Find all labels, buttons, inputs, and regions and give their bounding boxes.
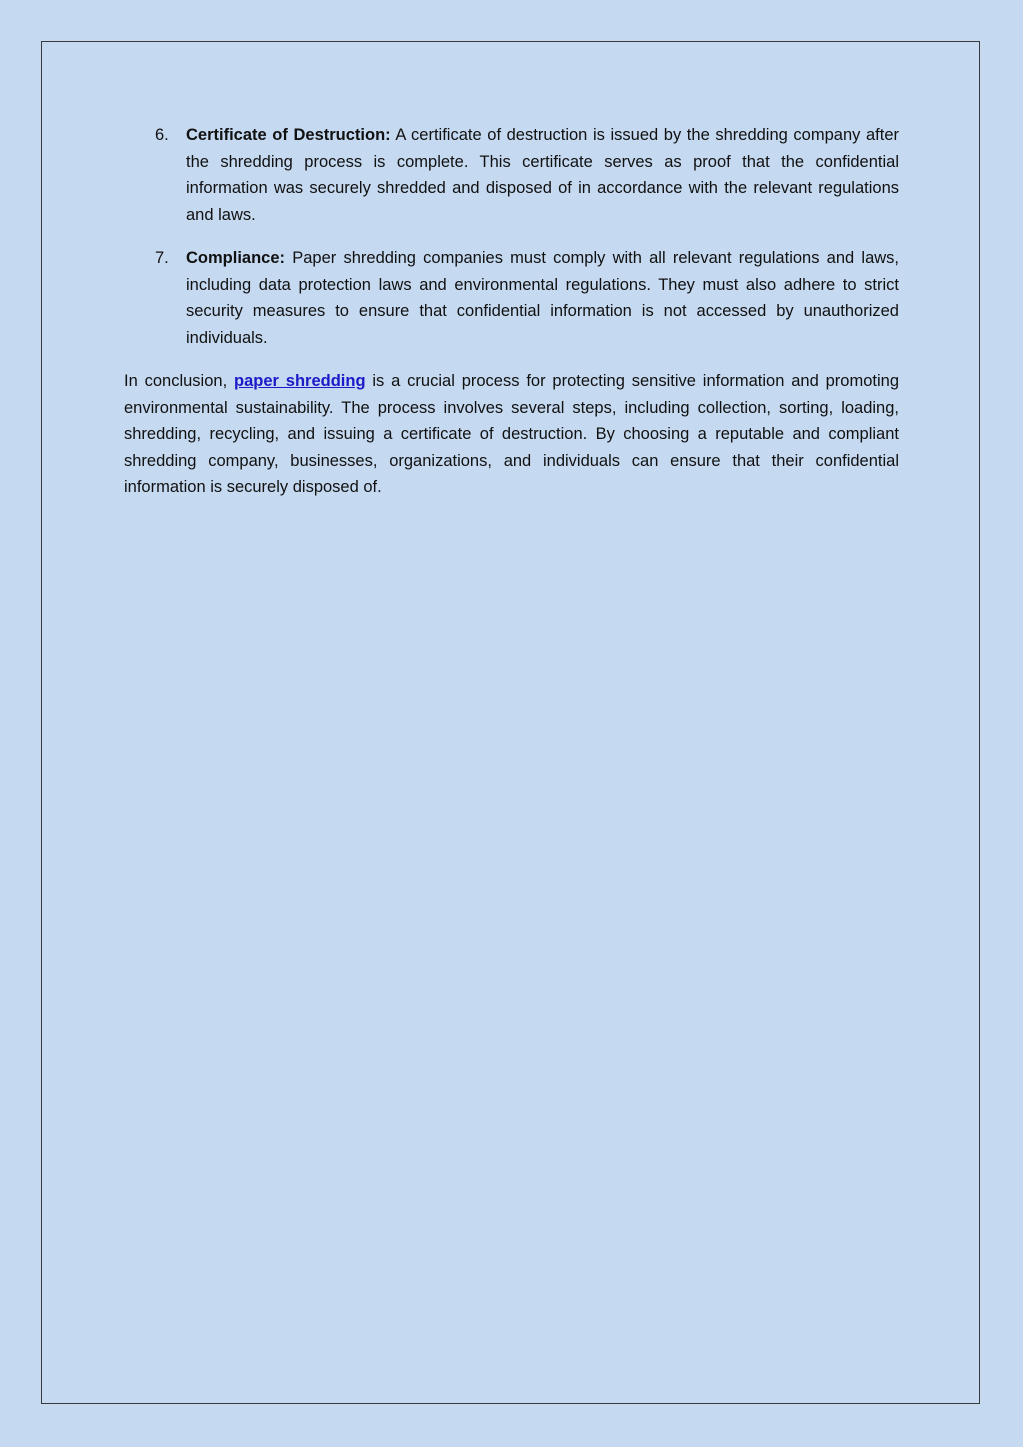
list-item-compliance [124, 245, 899, 351]
document-content [124, 122, 899, 501]
list-item-term: Certificate of Destruction: [186, 126, 391, 144]
conclusion-body: is a crucial process for protecting sensitive information and promoting environmental sustainability. The process involves several steps, including collection, sorting, loading, shredding, recycling, and issuing a certificate of destruction. By choosing a reputable and compliant shredding company, businesses, organizations, and individuals can ensure that their confidential information is securely disposed of. [124, 372, 899, 496]
list-item-certificate-of-destruction [124, 122, 899, 228]
list-item-text: Paper shredding companies must comply with all relevant regulations and laws, including data protection laws and environmental regulations. They must also adhere to strict security measures to ensure that confidential information is not accessed by unauthorized individuals. [186, 249, 899, 347]
conclusion-intro: In conclusion, [124, 372, 235, 390]
list-item-text: A certificate of destruction is issued by the shredding company after the shredding process is complete. This certificate serves as proof that the confidential information was securely shredded and disposed of in accordance with the relevant regulations and laws. [186, 126, 899, 224]
conclusion-paragraph [124, 368, 899, 501]
list-item-term: Compliance: [186, 249, 286, 267]
paper-shredding-link[interactable]: paper shredding [234, 372, 366, 390]
list-number: 7. [155, 249, 169, 267]
list-number: 6. [155, 126, 169, 144]
